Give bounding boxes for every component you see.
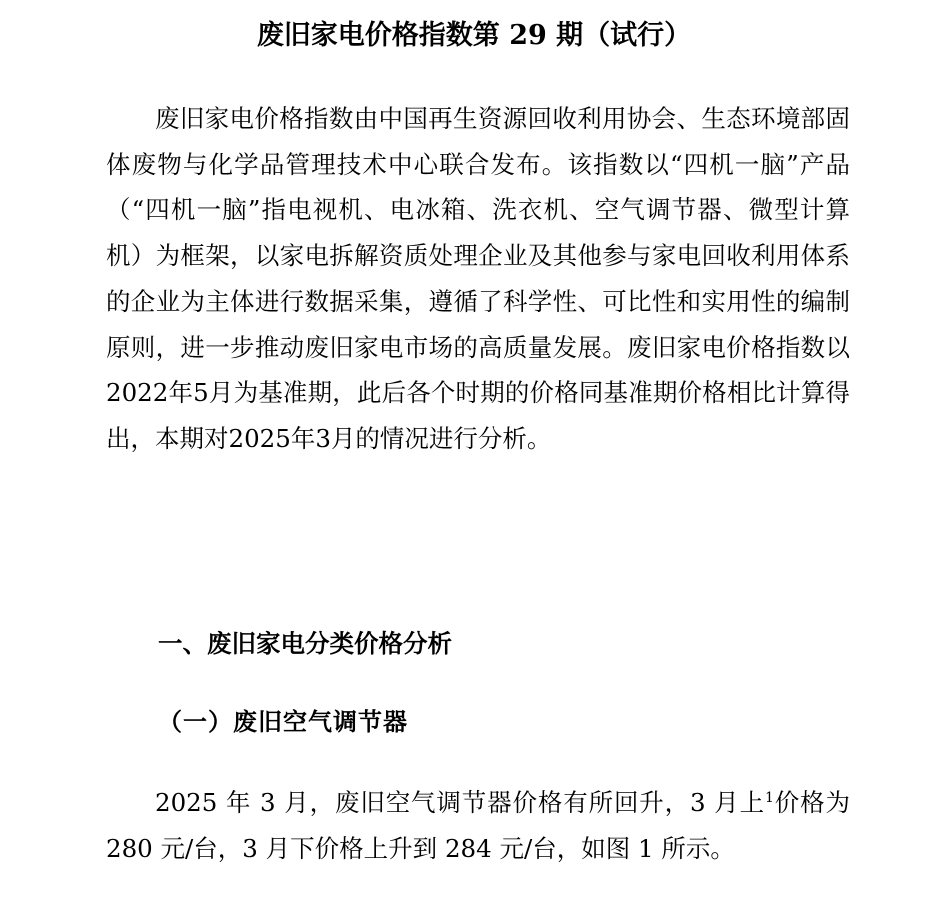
subsection-paragraph xyxy=(106,780,850,872)
intro-paragraph: 废旧家电价格指数由中国再生资源回收利用协会、生态环境部固体废物与化学品管理技术中心联合发布。该指数以“四机一脑”产品（“四机一脑”指电视机、电冰箱、洗衣机、空气调节器、微型计算机）为框架，以家电拆解资质处理企业及其他参与家电回收利用体系的企业为主体进行数据采集，遵循了科学性、可比性和实用性的编制原则，进一步推动废旧家电市场的高质量发展。废旧家电价格指数以2022年5月为基准期，此后各个时期的价格同基准期价格相比计算得出，本期对2025年3月的情况进行分析。 xyxy=(106,104,850,453)
paragraph-text-part-1: 2025 年 3 月，废旧空气调节器价格有所回升，3 月上 xyxy=(155,788,765,817)
paragraph-text-part-2: 价格为 280 元/台，3 月下价格上升到 284 元/台，如图 1 所示。 xyxy=(106,788,850,863)
section-heading: 一、废旧家电分类价格分析 xyxy=(158,629,452,658)
subsection-heading: （一）废旧空气调节器 xyxy=(158,708,408,736)
document-title: 废旧家电价格指数第 29 期（试行） xyxy=(256,20,692,51)
footnote-marker: 1 xyxy=(764,790,774,806)
